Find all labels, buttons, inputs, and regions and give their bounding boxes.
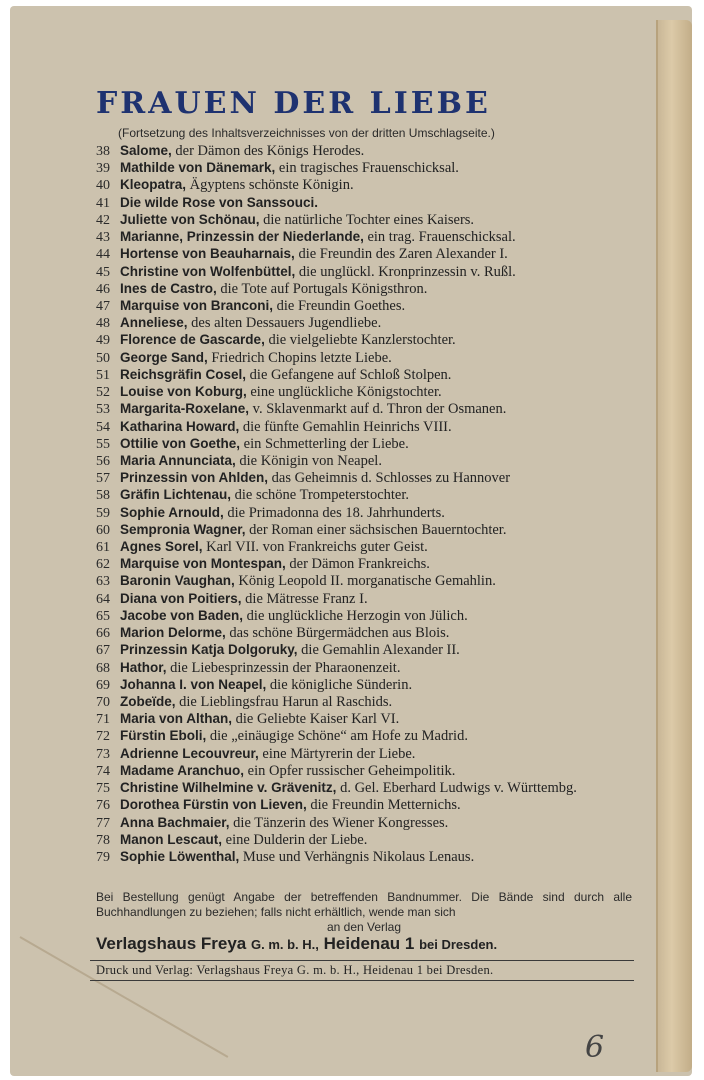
volume-number: 68 <box>96 660 110 676</box>
list-item <box>96 641 636 658</box>
volume-number: 79 <box>96 849 110 865</box>
volume-subtitle: die Lieblingsfrau Harun al Raschids. <box>175 694 393 710</box>
volume-number: 78 <box>96 832 110 848</box>
list-item <box>96 796 636 813</box>
volume-heroine: Jacobe von Baden, <box>120 607 244 623</box>
volume-number: 52 <box>96 385 110 401</box>
volume-heroine: Hortense von Beauharnais, <box>120 246 295 262</box>
volume-number: 65 <box>96 608 110 624</box>
volume-number: 59 <box>96 505 110 521</box>
volume-subtitle: der Dämon Frankreichs. <box>285 556 430 573</box>
series-subtitle: (Fortsetzung des Inhaltsverzeichnisses von der dritten Umschlagseite.) <box>118 126 495 140</box>
volume-number: 63 <box>96 574 110 590</box>
volume-number: 50 <box>96 350 110 366</box>
volume-subtitle: v. Sklavenmarkt auf d. Thron der Osmanen. <box>249 401 507 418</box>
volume-number: 58 <box>96 488 110 504</box>
volume-number: 67 <box>96 643 110 659</box>
volume-number: 53 <box>96 402 110 418</box>
volume-heroine: Zobeïde, <box>120 694 176 709</box>
volume-subtitle: Karl VII. von Frankreichs guter Geist. <box>202 539 428 556</box>
volume-subtitle: die Tote auf Portugals Königsthron. <box>216 280 428 297</box>
volume-heroine: Anna Bachmaier, <box>120 814 230 830</box>
volume-number: 54 <box>96 419 110 435</box>
volume-subtitle: die natürliche Tochter eines Kaisers. <box>259 211 475 228</box>
volume-subtitle: die fünfte Gemahlin Heinrichs VIII. <box>239 418 452 435</box>
list-item <box>96 418 636 435</box>
volume-number: 46 <box>96 281 110 297</box>
list-item <box>96 607 636 624</box>
publisher-line <box>96 934 632 954</box>
volume-subtitle: die Freundin Goethes. <box>273 297 406 314</box>
volume-subtitle: die Tänzerin des Wiener Kongresses. <box>229 814 449 831</box>
volume-subtitle: Ägyptens schönste Königin. <box>186 177 354 194</box>
list-item <box>96 762 636 779</box>
list-item <box>96 400 636 417</box>
list-item <box>96 194 636 211</box>
volume-number: 69 <box>96 677 110 693</box>
imprint-rule-bottom <box>90 980 634 981</box>
volume-subtitle: König Leopold II. morganatische Gemahlin. <box>234 573 496 590</box>
publisher-name: Verlagshaus Freya <box>96 934 247 953</box>
volume-number: 41 <box>96 195 110 211</box>
list-item <box>96 245 636 262</box>
list-item <box>96 176 636 193</box>
volume-number: 47 <box>96 298 110 314</box>
volume-heroine: Sophie Löwenthal, <box>120 848 240 864</box>
volume-heroine: Diana von Poitiers, <box>120 590 242 606</box>
order-note: Bei Bestellung genügt Angabe der betreffenden Bandnummer. Die Bände sind durch alle Buchhandlungen zu beziehen; falls nicht erhältlich, wende man sich <box>96 890 632 919</box>
list-item <box>96 486 636 503</box>
volume-heroine: Marianne, Prinzessin der Niederlande, <box>120 229 364 245</box>
volume-subtitle: ein Schmetterling der Liebe. <box>240 435 409 452</box>
volume-number: 74 <box>96 763 110 779</box>
volume-number: 45 <box>96 264 110 280</box>
list-item <box>96 280 636 297</box>
volume-subtitle: der Roman einer sächsischen Bauerntochter. <box>245 521 507 538</box>
volume-number: 66 <box>96 626 110 642</box>
series-title: FRAUEN DER LIEBE <box>96 86 491 121</box>
volume-heroine: Madame Aranchuo, <box>120 762 245 778</box>
volume-heroine: Prinzessin Katja Dolgoruky, <box>120 642 298 658</box>
list-item <box>96 159 636 176</box>
volume-heroine: Fürstin Eboli, <box>120 728 207 744</box>
order-note-last-line: an den Verlag <box>326 920 402 934</box>
imprint-line: Druck und Verlag: Verlagshaus Freya G. m. b. H., Heidenau 1 bei Dresden. <box>96 963 494 977</box>
list-item <box>96 211 636 228</box>
volume-heroine: Johanna I. von Neapel, <box>120 676 267 692</box>
volume-heroine: Baronin Vaughan, <box>120 573 235 589</box>
volume-heroine: Adrienne Lecouvreur, <box>120 745 259 761</box>
volume-heroine: Katharina Howard, <box>120 418 240 434</box>
list-item <box>96 435 636 452</box>
volume-heroine: Reichsgräfin Cosel, <box>120 366 247 382</box>
volume-heroine: Mathilde von Dänemark, <box>120 160 276 176</box>
volume-number: 44 <box>96 247 110 263</box>
volume-number: 70 <box>96 695 110 710</box>
volume-subtitle: des alten Dessauers Jugendliebe. <box>187 315 382 332</box>
volume-subtitle: die Liebesprinzessin der Pharaonenzeit. <box>166 659 401 676</box>
volume-subtitle: Muse und Verhängnis Nikolaus Lenaus. <box>239 848 475 865</box>
volume-subtitle: die unglückliche Herzogin von Jülich. <box>243 607 468 624</box>
list-item <box>96 504 636 521</box>
list-item <box>96 349 636 366</box>
list-item <box>96 297 636 314</box>
volume-subtitle: die königliche Sünderin. <box>266 676 413 693</box>
volume-number: 76 <box>96 798 110 814</box>
list-item <box>96 452 636 469</box>
volume-subtitle: die schöne Trompeterstochter. <box>231 487 410 504</box>
list-item <box>96 779 636 796</box>
handwritten-mark: 6 <box>585 1030 605 1065</box>
list-item <box>96 572 636 589</box>
volume-subtitle: eine Dulderin der Liebe. <box>222 831 368 848</box>
volume-subtitle: die unglückl. Kronprinzessin v. Rußl. <box>295 263 516 280</box>
volume-subtitle: der Dämon des Königs Herodes. <box>171 143 365 159</box>
list-item <box>96 848 636 865</box>
volume-number: 51 <box>96 367 110 383</box>
volume-heroine: Marion Delorme, <box>120 625 226 641</box>
list-item <box>96 814 636 831</box>
volume-heroine: Gräfin Lichtenau, <box>120 487 232 503</box>
title-list <box>96 142 636 865</box>
publisher-form: G. m. b. H., <box>251 937 319 952</box>
list-item <box>96 228 636 245</box>
publisher-city: Heidenau 1 <box>323 934 415 953</box>
volume-subtitle: eine unglückliche Königstochter. <box>246 384 442 401</box>
volume-number: 40 <box>96 178 110 194</box>
volume-subtitle: die Gemahlin Alexander II. <box>297 642 460 659</box>
imprint-rule-top <box>90 960 634 961</box>
volume-number: 43 <box>96 230 110 246</box>
list-item <box>96 314 636 331</box>
volume-number: 77 <box>96 815 110 831</box>
volume-heroine: Ines de Castro, <box>120 280 217 296</box>
volume-number: 72 <box>96 729 110 745</box>
list-item <box>96 263 636 280</box>
book-spine <box>656 20 692 1072</box>
volume-subtitle: ein Opfer russischer Geheimpolitik. <box>244 762 456 779</box>
volume-heroine: George Sand, <box>120 349 208 365</box>
volume-number: 56 <box>96 453 110 469</box>
list-item <box>96 624 636 641</box>
volume-number: 55 <box>96 436 110 452</box>
volume-number: 64 <box>96 591 110 607</box>
volume-heroine: Dorothea Fürstin von Lieven, <box>120 797 307 813</box>
list-item <box>96 590 636 607</box>
volume-heroine: Anneliese, <box>120 315 188 331</box>
volume-subtitle: d. Gel. Eberhard Ludwigs v. Württembg. <box>336 780 577 797</box>
volume-subtitle: die „einäugige Schöne“ am Hofe zu Madrid. <box>206 728 468 745</box>
list-item <box>96 521 636 538</box>
volume-heroine: Sophie Arnould, <box>120 504 224 520</box>
volume-subtitle: die vielgeliebte Kanzlerstochter. <box>264 332 456 349</box>
volume-subtitle: die Mätresse Franz I. <box>241 590 368 607</box>
volume-number: 39 <box>96 161 110 177</box>
volume-heroine: Ottilie von Goethe, <box>120 435 241 451</box>
volume-subtitle: ein tragisches Frauenschicksal. <box>275 160 459 177</box>
list-item <box>96 538 636 555</box>
list-item <box>96 745 636 762</box>
volume-subtitle: die Primadonna des 18. Jahrhunderts. <box>223 504 445 521</box>
volume-heroine: Marquise von Branconi, <box>120 297 274 313</box>
volume-subtitle: die Freundin Metternichs. <box>306 797 461 814</box>
volume-heroine: Sempronia Wagner, <box>120 521 246 537</box>
volume-heroine: Kleopatra, <box>120 177 187 193</box>
volume-number: 71 <box>96 712 110 728</box>
volume-number: 48 <box>96 316 110 332</box>
volume-subtitle: die Geliebte Kaiser Karl VI. <box>232 711 400 728</box>
volume-number: 73 <box>96 746 110 762</box>
volume-subtitle: die Königin von Neapel. <box>235 452 382 469</box>
publisher-near: bei Dresden. <box>419 937 498 952</box>
volume-number: 60 <box>96 522 110 538</box>
volume-number: 75 <box>96 781 110 797</box>
volume-heroine: Salome, <box>120 143 172 158</box>
volume-subtitle: eine Märtyrerin der Liebe. <box>258 745 416 762</box>
list-item <box>96 331 636 348</box>
list-item <box>96 555 636 572</box>
volume-heroine: Manon Lescaut, <box>120 831 223 847</box>
volume-number: 42 <box>96 212 110 228</box>
volume-subtitle: das Geheimnis d. Schlosses zu Hannover <box>268 470 511 487</box>
paper-crease <box>20 936 229 1058</box>
volume-heroine: Agnes Sorel, <box>120 539 203 555</box>
volume-number: 57 <box>96 471 110 487</box>
list-item <box>96 366 636 383</box>
volume-heroine: Christine von Wolfenbüttel, <box>120 263 296 279</box>
volume-heroine: Christine Wilhelmine v. Grävenitz, <box>120 780 337 796</box>
list-item <box>96 469 636 486</box>
volume-number: 62 <box>96 557 110 573</box>
volume-subtitle: die Gefangene auf Schloß Stolpen. <box>246 366 452 383</box>
volume-heroine: Margarita-Roxelane, <box>120 401 250 417</box>
volume-subtitle: Friedrich Chopins letzte Liebe. <box>207 349 392 366</box>
volume-subtitle: ein trag. Frauenschicksal. <box>363 229 516 246</box>
volume-heroine: Hathor, <box>120 659 167 675</box>
list-item <box>96 142 636 159</box>
volume-number: 38 <box>96 144 110 159</box>
volume-heroine: Die wilde Rose von Sanssouci. <box>120 194 319 210</box>
volume-number: 49 <box>96 333 110 349</box>
volume-subtitle: die Freundin des Zaren Alexander I. <box>294 246 508 263</box>
list-item <box>96 383 636 400</box>
volume-heroine: Prinzessin von Ahlden, <box>120 470 269 486</box>
volume-heroine: Maria von Althan, <box>120 711 233 727</box>
list-item <box>96 727 636 744</box>
volume-heroine: Louise von Koburg, <box>120 384 247 400</box>
volume-heroine: Maria Annunciata, <box>120 452 236 468</box>
list-item <box>96 710 636 727</box>
volume-subtitle: das schöne Bürgermädchen aus Blois. <box>225 625 450 642</box>
volume-heroine: Juliette von Schönau, <box>120 211 260 227</box>
list-item <box>96 831 636 848</box>
list-item <box>96 693 636 710</box>
volume-number: 61 <box>96 540 110 556</box>
volume-heroine: Florence de Gascarde, <box>120 332 265 348</box>
list-item <box>96 676 636 693</box>
volume-heroine: Marquise von Montespan, <box>120 556 286 572</box>
list-item <box>96 659 636 676</box>
